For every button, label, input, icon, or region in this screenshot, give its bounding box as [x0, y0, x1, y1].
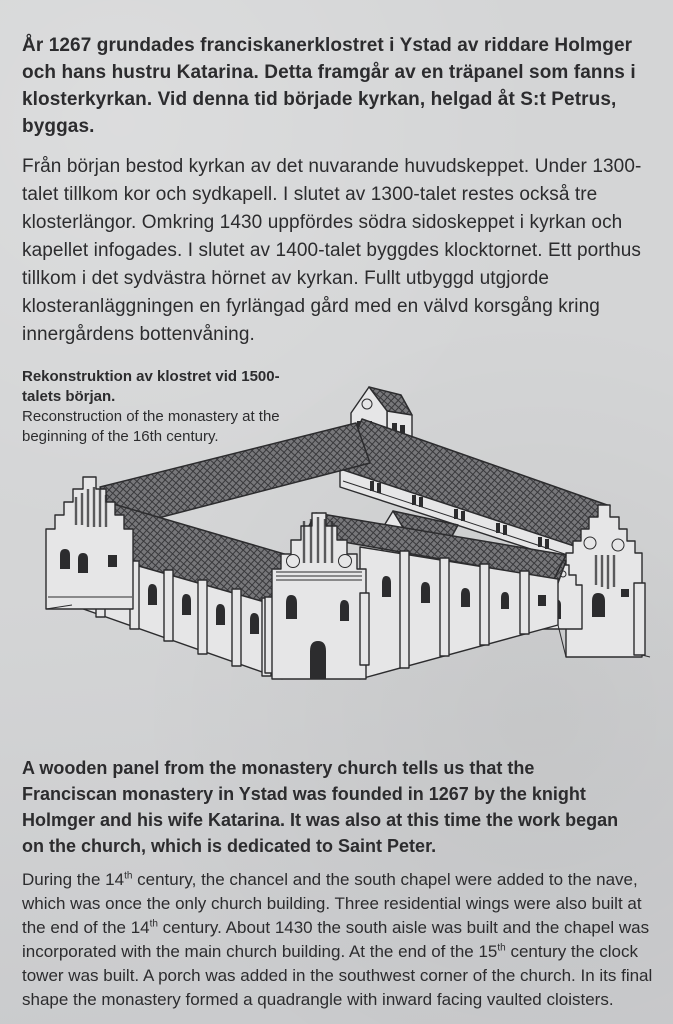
- paragraph-swedish-history: Från början bestod kyrkan av det nuvarande huvudskeppet. Under 1300-talet tillkom kor och sydkapell. I slutet av 1300-talet restes också tre klosterlängor. Omkring 1430 uppfördes södra sidoskeppet i kyrkan och kapellet infogades. I slutet av 1400-talet byggdes klocktornet. Ett porthus tillkom i det sydvästra hörnet av kyrkan. Fullt utbyggd utgjorde klosteranläggningen en fyrlängad gård med en välvd korsgång kring innergårdens bottenvåning.: [22, 156, 642, 345]
- figure-monastery-reconstruction: [22, 363, 645, 745]
- figure-caption-swedish: Rekonstruktion av klostret vid 1500-talets början.: [22, 368, 280, 405]
- paragraph-english-history: During the 14th century, the chancel and the south chapel were added to the nave, which was once the only church building. Three residential wings were also built at the end of the 14th century. About 1430 the south aisle was built and the chapel was incorporated with the main church building. At the end of the 15th century the clock tower was built. A porch was added in the southwest corner of the church. In its final shape the monastery formed a quadrangle with inward facing vaulted cloisters.: [22, 870, 653, 1009]
- paragraph-swedish-founding: År 1267 grundades franciskanerklostret i Ystad av riddare Holmger och hans hustru Katarina. Detta framgår av en träpanel som fanns i klosterkyrkan. Vid denna tid började kyrkan, helgad åt S:t Petrus, byggas.: [22, 35, 636, 137]
- figure-caption: [22, 367, 318, 447]
- figure-caption-english: Reconstruction of the monastery at the beginning of the 16th century.: [22, 408, 280, 445]
- paragraph-english-founding: A wooden panel from the monastery church tells us that the Franciscan monastery in Ystad was founded in 1267 by the knight Holmger and his wife Katarina. It was also at this time the work began on the church, which is dedicated to Saint Peter.: [22, 758, 619, 856]
